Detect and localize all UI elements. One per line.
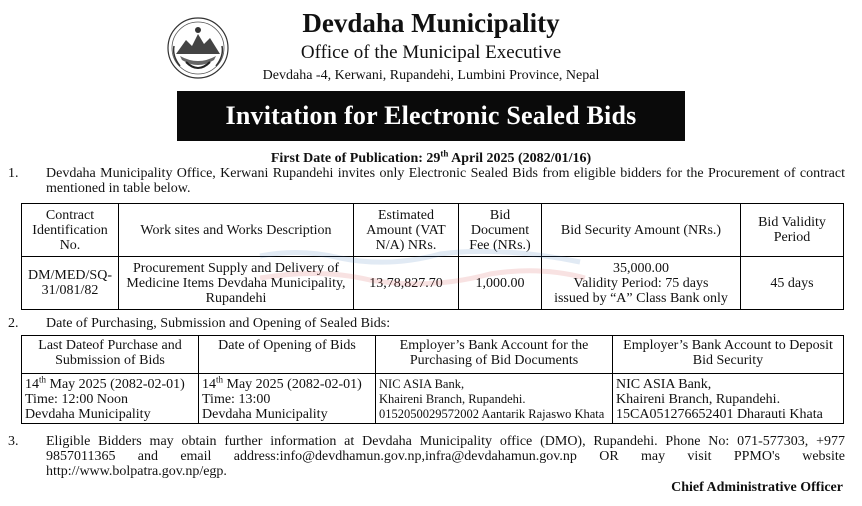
security-bank: NIC ASIA Bank, [616, 377, 712, 392]
signatory-title: Chief Administrative Officer [671, 480, 843, 495]
cell-security-account [613, 374, 844, 424]
header-purchase-account: Employer’s Bank Account for the Purchasing of Bid Documents [376, 336, 613, 374]
header-document-fee: Bid Document Fee (NRs.) [459, 204, 542, 257]
publication-date-suffix: April 2025 (2082/01/16) [448, 151, 592, 166]
cell-opening [199, 374, 376, 424]
dates-table [21, 335, 844, 424]
header-contract-id: Contract Identification No. [22, 204, 119, 257]
submission-time: Time: 12:00 Noon [25, 392, 128, 407]
publication-date-prefix: First Date of Publication: 29 [270, 151, 441, 166]
submission-place: Devdaha Municipality [25, 407, 151, 422]
opening-day-sup: th [216, 374, 224, 385]
opening-place: Devdaha Municipality [202, 407, 328, 422]
paragraph-text: Date of Purchasing, Submission and Opening of Sealed Bids: [46, 316, 391, 331]
submission-date-rest: May 2025 (2082-02-01) [46, 377, 185, 392]
cell-document-fee: 1,000.00 [459, 257, 542, 310]
cell-contract-id: DM/MED/SQ-31/081/82 [22, 257, 119, 310]
opening-date-rest: May 2025 (2082-02-01) [223, 377, 362, 392]
purchase-bank: NIC ASIA Bank, [379, 377, 465, 391]
office-address: Devdaha -4, Kerwani, Rupandehi, Lumbini Province, Nepal [262, 68, 600, 83]
security-amount-value: 35,000.00 [613, 260, 669, 276]
header-opening-date: Date of Opening of Bids [199, 336, 376, 374]
header-estimated-amount: Estimated Amount (VAT N/A) NRs. [354, 204, 459, 257]
paragraph-1 [8, 166, 845, 196]
table-header-row [22, 336, 844, 374]
security-issuer: issued by “A” Class Bank only [554, 290, 728, 306]
paragraph-number: 2. [8, 316, 19, 331]
paragraph-text: Eligible Bidders may obtain further information at Devdaha Municipality office (DMO), Rupandehi. Phone No: 071-577303, +977 9857011365 and email address:info@devdhamun.gov.np,infra@devdahamun.gov.np OR may visit PPMO's website http://www.bolpatra.gov.np/egp. [46, 434, 845, 479]
paragraph-3 [8, 434, 845, 479]
submission-day: 14 [25, 377, 39, 392]
paragraph-number: 1. [8, 166, 19, 181]
organization-name: Devdaha Municipality [302, 8, 560, 38]
opening-day: 14 [202, 377, 216, 392]
paragraph-text: Devdaha Municipality Office, Kerwani Rupandehi invites only Electronic Sealed Bids from eligible bidders for the Procurement of contract mentioned in table below. [46, 166, 845, 196]
header-description: Work sites and Works Description [119, 204, 354, 257]
paragraph-number: 3. [8, 434, 19, 449]
publication-date-sup: th [440, 148, 449, 159]
security-validity: Validity Period: 75 days [573, 275, 709, 291]
opening-date [202, 374, 372, 392]
office-name: Office of the Municipal Executive [300, 42, 562, 63]
cell-submission [22, 374, 199, 424]
purchase-branch: Khaireni Branch, Rupandehi. [379, 392, 526, 406]
cell-estimated-amount: 13,78,827.70 [354, 257, 459, 310]
header-security-account: Employer’s Bank Account to Deposit Bid Security [613, 336, 844, 374]
cell-validity-period: 45 days [741, 257, 844, 310]
security-branch: Khaireni Branch, Rupandehi. [616, 392, 781, 407]
submission-date [25, 374, 195, 392]
header-validity-period: Bid Validity Period [741, 204, 844, 257]
header-security-amount: Bid Security Amount (NRs.) [542, 204, 741, 257]
header-last-date: Last Dateof Purchase and Submission of Bids [22, 336, 199, 374]
cell-description: Procurement Supply and Delivery of Medicine Items Devdaha Municipality, Rupandehi [119, 257, 354, 310]
opening-time: Time: 13:00 [202, 392, 271, 407]
watermark-logo-icon [240, 248, 600, 292]
cell-purchase-account [376, 374, 613, 424]
publication-date [0, 148, 862, 167]
purchase-account-number: 0152050029572002 Aantarik Rajaswo Khata [379, 407, 605, 421]
submission-day-sup: th [39, 374, 47, 385]
security-account-number: 15CA051276652401 Dharauti Khata [616, 407, 823, 422]
paragraph-2 [8, 316, 845, 331]
table-row [22, 374, 844, 424]
notice-title: Invitation for Electronic Sealed Bids [177, 91, 685, 141]
